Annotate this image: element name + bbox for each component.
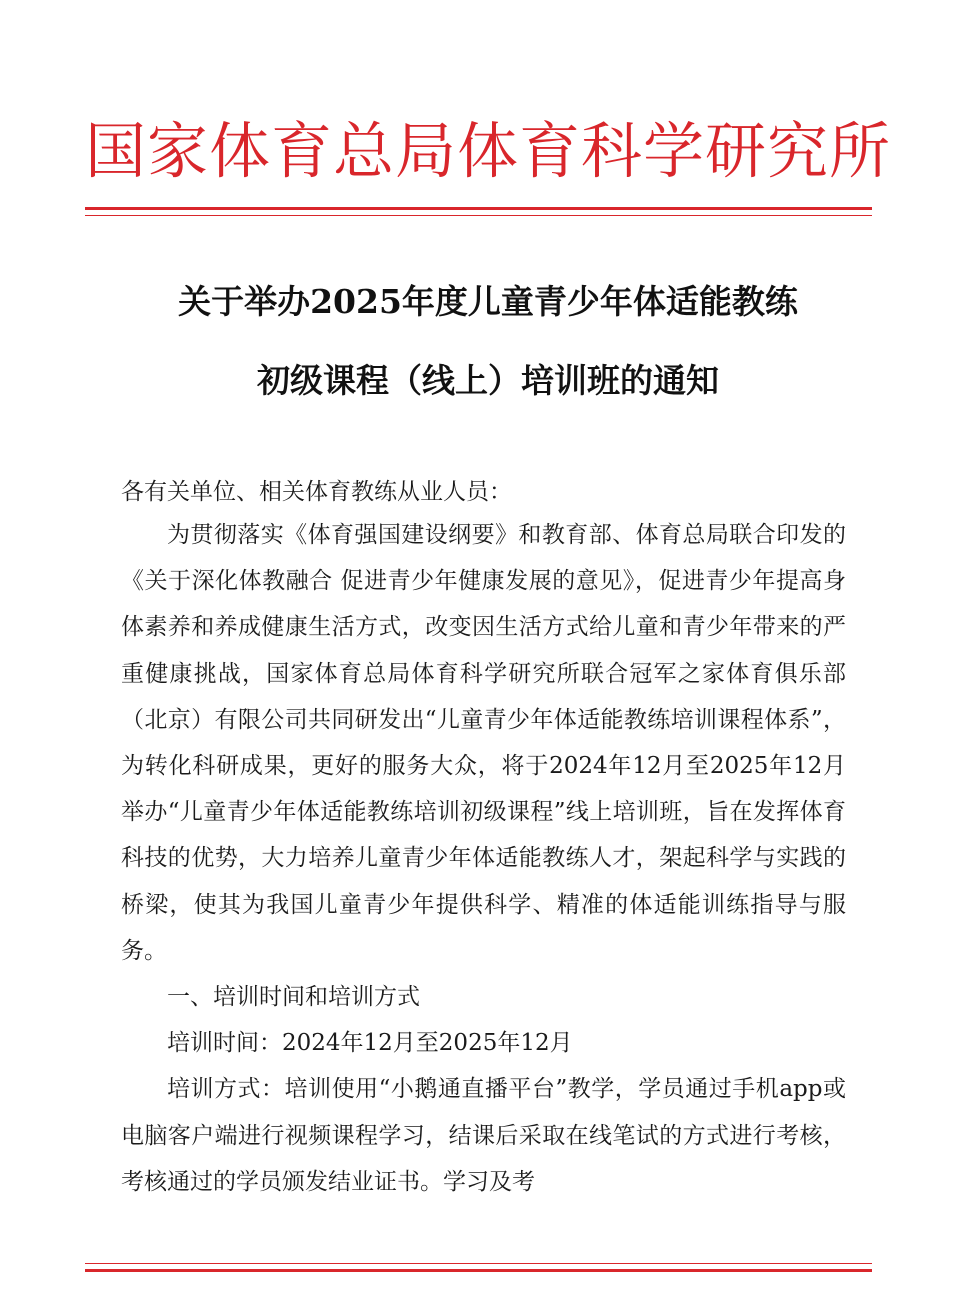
training-time: 培训时间：2024年12月至2025年12月 (167, 1030, 573, 1057)
paragraph-background: 为贯彻落实《体育强国建设纲要》和教育部、体育总局联合印发的《关于深化体教融合 促进青少年健康发展的意见》，促进青少年提高身体素养和养成健康生活方式，改变因生活方式给儿童和青少年带来的严重健康挑战，国家体育总局体育科学研究所联合冠军之家体育俱乐部（北京）有限公司共同研发出“儿童青少年体适能教练培训课程体系”，为转化科研成果，更好的服务大众，将于2024年12月至2025年12月举办“儿童青少年体适能教练培训初级课程”线上培训班，旨在发挥体育科技的优势，大力培养儿童青少年体适能教练人才，架起科学与实践的桥梁，使其为我国儿童青少年提供科学、精准的体适能训练指导与服务。 (121, 522, 846, 964)
training-method: 培训方式：培训使用“小鹅通直播平台”教学，学员通过手机app或电脑客户端进行视频课程学习，结课后采取在线笔试的方式进行考核，考核通过的学员颁发结业证书。学习及考 (121, 1076, 846, 1195)
footer-rule-thick (85, 1269, 872, 1272)
letterhead-rule-thin (85, 215, 872, 216)
salutation: 各有关单位、相关体育教练从业人员： (121, 479, 512, 505)
notice-title-line-1: 关于举办2025年度儿童青少年体适能教练 (178, 282, 798, 321)
notice-title-line-2: 初级课程（线上）培训班的通知 (257, 361, 719, 400)
letterhead-rule-thick (85, 207, 872, 210)
letterhead-org-name: 国家体育总局体育科学研究所 (84, 116, 891, 187)
footer-rule-thin (85, 1263, 872, 1264)
notice-body (121, 512, 846, 1205)
section-heading-training-time-method: 一、培训时间和培训方式 (167, 984, 420, 1011)
